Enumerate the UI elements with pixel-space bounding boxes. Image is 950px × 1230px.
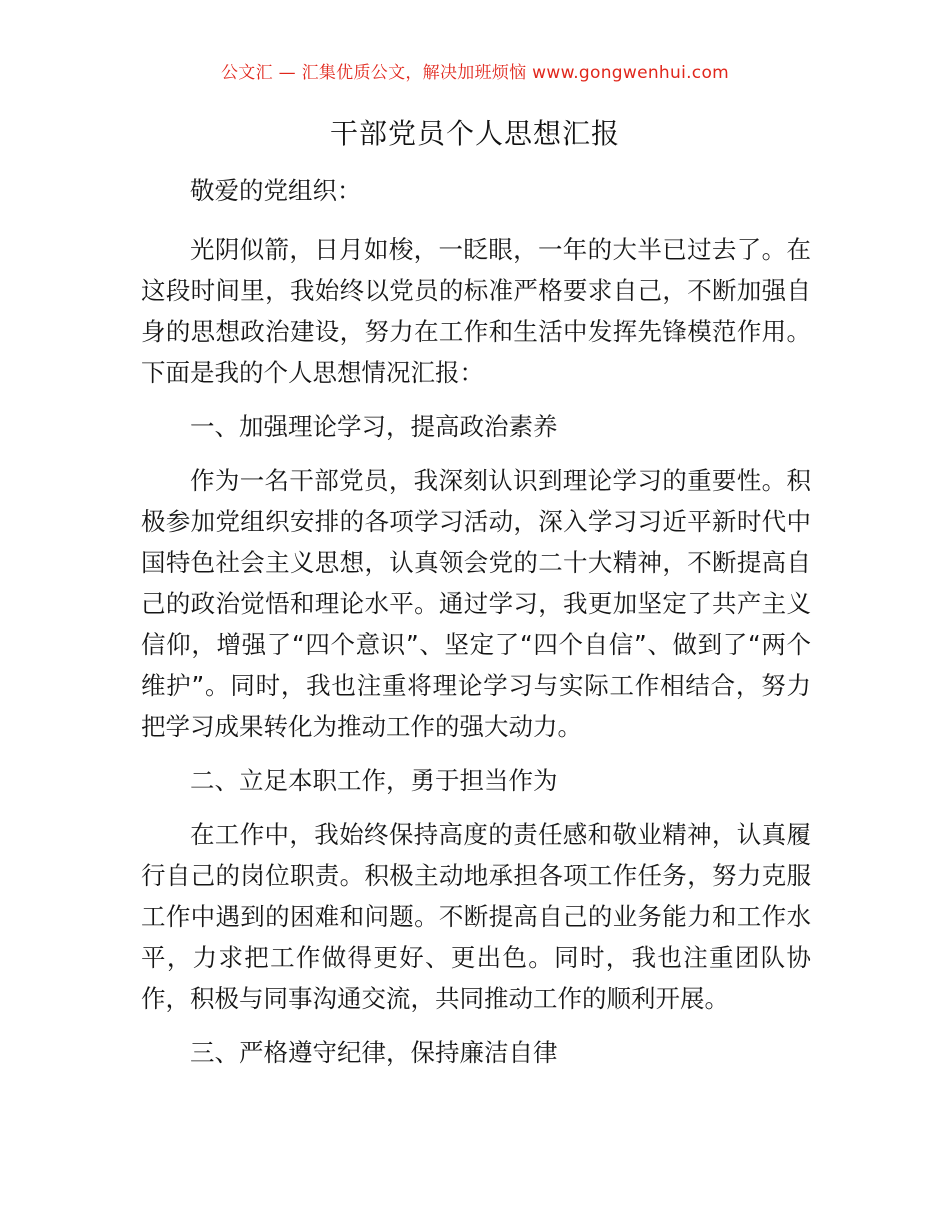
section-heading-2: 二、立足本职工作，勇于担当作为	[190, 766, 558, 795]
section-heading-3: 三、严格遵守纪律，保持廉洁自律	[190, 1038, 558, 1067]
section-body-2: 在工作中，我始终保持高度的责任感和敬业精神，认真履行自己的岗位职责。积极主动地承担各项工作任务，努力克服工作中遇到的困难和问题。不断提高自己的业务能力和工作水平，力求把工作做得更好、更出色。同时，我也注重团队协作，积极与同事沟通交流，共同推动工作的顺利开展。	[141, 820, 811, 1013]
document-body	[141, 170, 811, 1086]
intro-paragraph: 光阴似箭，日月如梭，一眨眼，一年的大半已过去了。在这段时间里，我始终以党员的标准严格要求自己，不断加强自身的思想政治建设，努力在工作和生活中发挥先锋模范作用。下面是我的个人思想情况汇报：	[141, 235, 811, 387]
section-body-1: 作为一名干部党员，我深刻认识到理论学习的重要性。积极参加党组织安排的各项学习活动，深入学习习近平新时代中国特色社会主义思想，认真领会党的二十大精神，不断提高自己的政治觉悟和理论水平。通过学习，我更加坚定了共产主义信仰，增强了“四个意识”、坚定了“四个自信”、做到了“两个维护”。同时，我也注重将理论学习与实际工作相结合，努力把学习成果转化为推动工作的强大动力。	[141, 466, 811, 741]
site-banner[interactable]: 公文汇 — 汇集优质公文，解决加班烦恼 www.gongwenhui.com	[220, 63, 730, 83]
greeting: 敬爱的党组织：	[190, 176, 362, 205]
section-heading-1: 一、加强理论学习，提高政治素养	[190, 412, 558, 441]
page-title: 干部党员个人思想汇报	[329, 117, 620, 150]
